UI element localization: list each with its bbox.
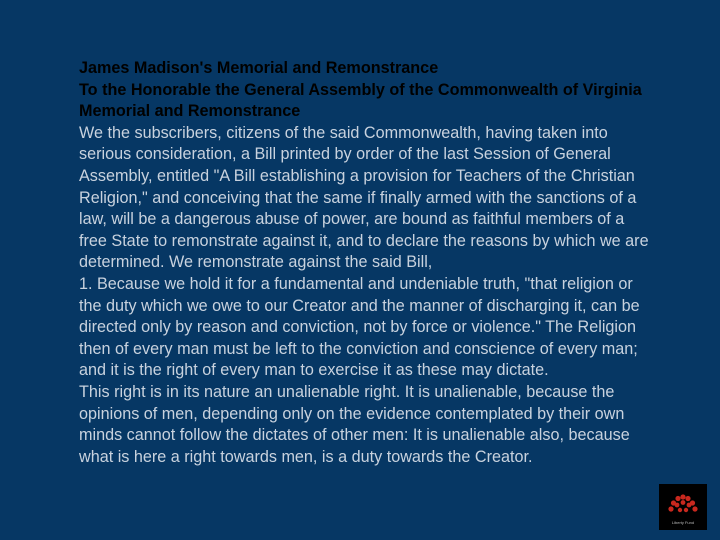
address-line: To the Honorable the General Assembly of the Commonwealth of Virginia xyxy=(79,80,642,99)
paragraph: 1. Because we hold it for a fundamental and undeniable truth, "that religion or the duty which we owe to our Creator and the manner of discharging it, can be directed only by reason and conviction, not by force or violence." The Religion then of every man must be left to the conviction and conscience of every man; and it is the right of every man to exercise it as these may dictate. xyxy=(79,274,640,380)
paragraph: This right is in its nature an unalienable right. It is unalienable, because the opinions of men, depending only on the evidence contemplated by their own minds cannot follow the dictates of other men: It is unalienable also, because what is here a right towards men, is a duty towards the Creator. xyxy=(79,382,630,466)
paragraph: We the subscribers, citizens of the said Commonwealth, having taken into serious consideration, a Bill printed by order of the last Session of General Assembly, entitled "A Bill establishing a provision for Teachers of the Christian Religion," and conceiving that the same if finally armed with the sanctions of a law, will be a dangerous abuse of power, are bound as faithful members of a free State to remonstrate against it, and to declare the reasons by which we are determined. We remonstrate against the said Bill, xyxy=(79,123,649,272)
cup-icon xyxy=(659,484,707,520)
document-text xyxy=(79,58,649,468)
liberty-fund-logo xyxy=(659,484,707,530)
document-title: James Madison's Memorial and Remonstrance xyxy=(79,59,439,77)
section-heading: Memorial and Remonstrance xyxy=(79,102,301,121)
logo-caption: Liberty Fund xyxy=(671,520,695,525)
